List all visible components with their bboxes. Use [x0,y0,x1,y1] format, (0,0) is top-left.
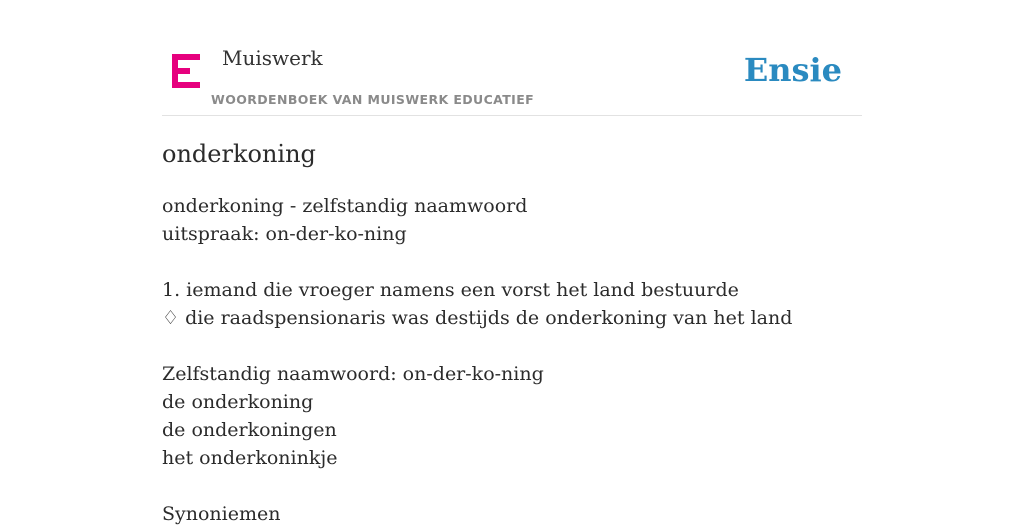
spacer [162,332,792,360]
ensie-brand-link[interactable]: Ensie [743,51,842,89]
spacer [162,248,792,276]
page-title: onderkoning [162,140,316,168]
word-type-line: onderkoning - zelfstandig naamwoord [162,195,528,217]
diminutive-form: het onderkoninkje [162,447,338,469]
muiswerk-logo-icon[interactable] [172,54,200,88]
dictionary-name: WOORDENBOEK VAN MUISWERK EDUCATIEF [211,92,535,107]
page-container [162,0,862,525]
noun-heading-line: Zelfstandig naamwoord: on-der-ko-ning [162,363,544,385]
pronunciation-line: uitspraak: on-der-ko-ning [162,223,407,245]
spacer [162,472,792,500]
publisher-name[interactable]: Muiswerk [222,46,323,70]
definition-line: 1. iemand die vroeger namens een vorst het land bestuurde [162,279,739,301]
entry-body [162,192,792,528]
plural-form: de onderkoningen [162,419,337,441]
example-line: ♢ die raadspensionaris was destijds de onderkoning van het land [162,307,793,329]
site-header [162,0,862,116]
singular-form: de onderkoning [162,391,314,413]
synonyms-heading: Synoniemen [162,503,281,525]
